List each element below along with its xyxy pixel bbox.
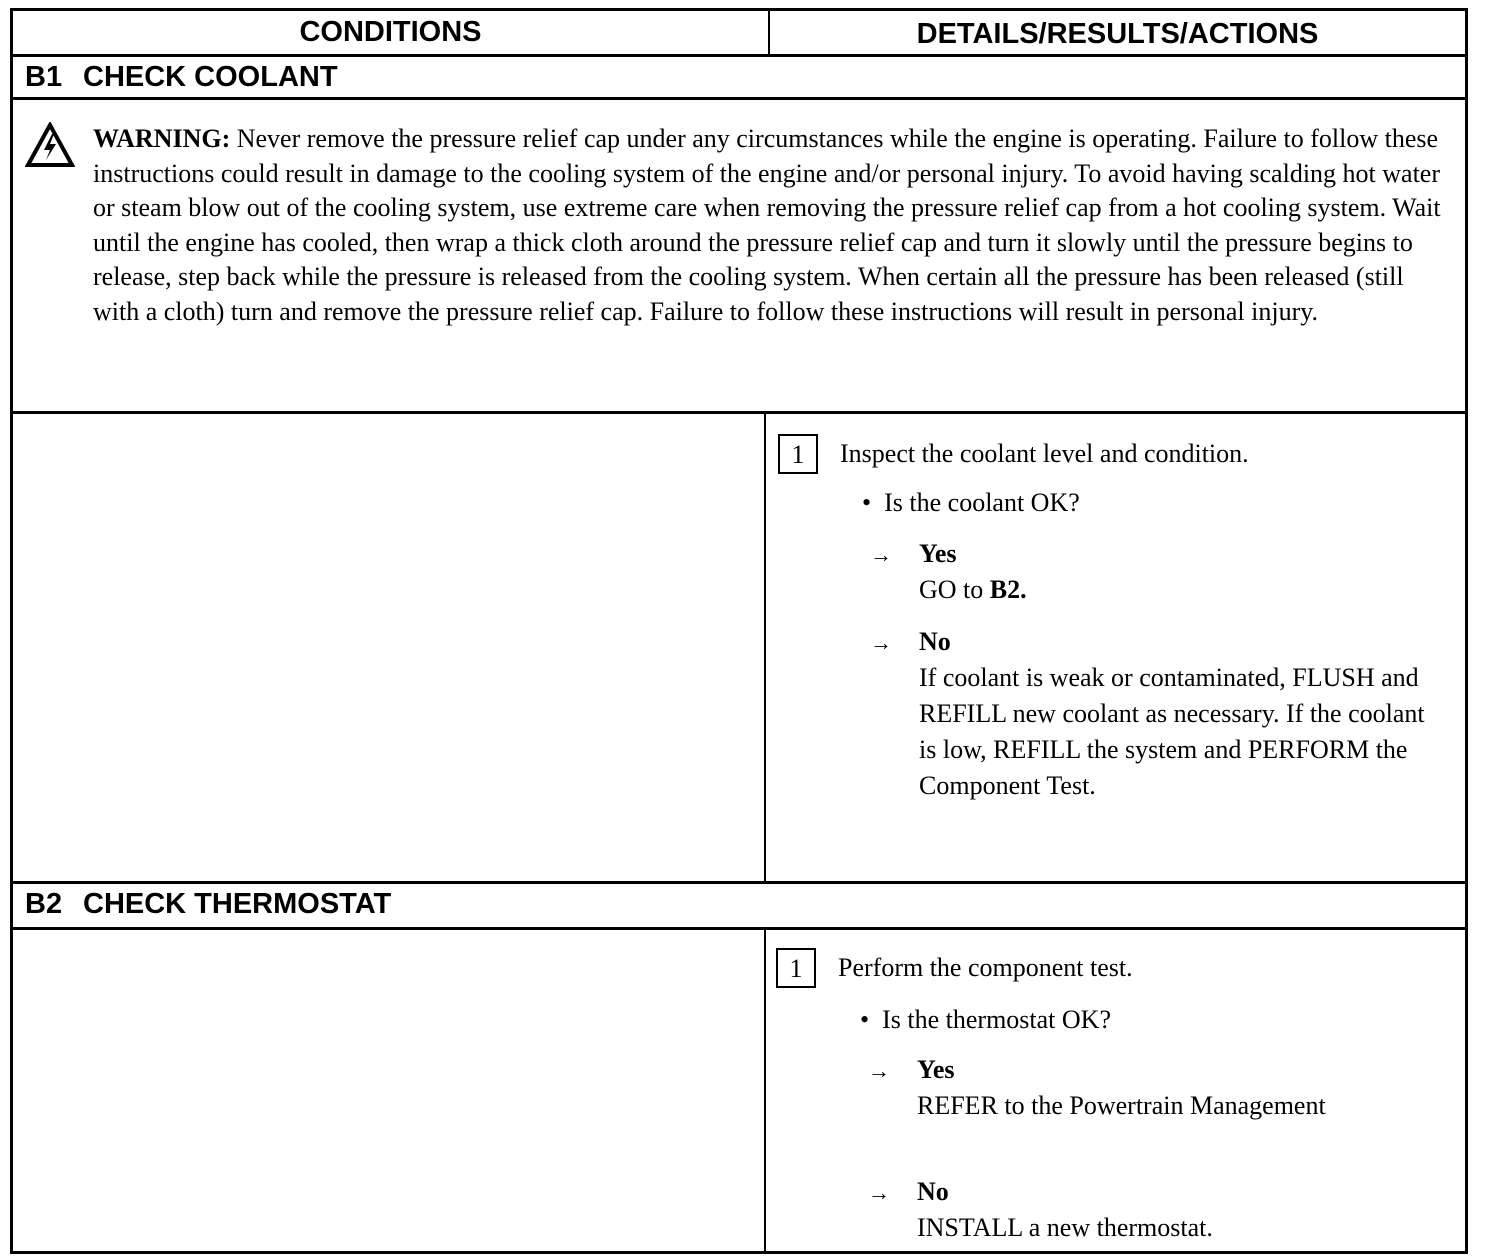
yes-label: Yes bbox=[919, 539, 957, 568]
bullet-icon: • bbox=[862, 488, 872, 517]
no-action: INSTALL a new thermostat. bbox=[917, 1213, 1213, 1242]
yes-answer bbox=[917, 1052, 1457, 1124]
section-heading-b1 bbox=[13, 57, 1465, 100]
yes-label: Yes bbox=[917, 1055, 955, 1084]
warning-triangle-icon bbox=[25, 122, 75, 168]
step-instruction: Perform the component test. bbox=[838, 953, 1133, 982]
step-instruction: Inspect the coolant level and condition. bbox=[840, 439, 1249, 468]
arrow-right-icon: → bbox=[870, 630, 892, 655]
header-details: DETAILS/RESULTS/ACTIONS bbox=[916, 18, 1319, 50]
bullet-icon: • bbox=[860, 1005, 870, 1034]
conditions-cell bbox=[13, 930, 766, 1251]
yes-answer bbox=[919, 536, 1439, 608]
warning-text-block bbox=[93, 122, 1455, 329]
table-header bbox=[13, 11, 1465, 57]
details-cell bbox=[766, 414, 1465, 881]
section-title: CHECK COOLANT bbox=[83, 61, 338, 93]
yes-action-ref: B2. bbox=[989, 575, 1027, 604]
yes-action: GO to bbox=[919, 575, 990, 604]
section-number: B2 bbox=[25, 888, 63, 920]
details-cell bbox=[766, 930, 1465, 1251]
warning-label: WARNING: bbox=[93, 124, 231, 153]
arrow-right-icon: → bbox=[868, 1058, 890, 1083]
question-text: Is the coolant OK? bbox=[884, 488, 1080, 517]
conditions-cell bbox=[13, 414, 766, 881]
no-label: No bbox=[917, 1177, 949, 1206]
step-row-b2 bbox=[13, 930, 1465, 1251]
step-number-box: 1 bbox=[778, 434, 818, 474]
question-text: Is the thermostat OK? bbox=[882, 1005, 1111, 1034]
no-answer bbox=[919, 624, 1439, 804]
question-item bbox=[862, 488, 1080, 518]
header-conditions: CONDITIONS bbox=[13, 11, 770, 54]
question-item bbox=[860, 1005, 1111, 1035]
section-heading-b2 bbox=[13, 884, 1465, 930]
arrow-right-icon: → bbox=[868, 1180, 890, 1205]
arrow-right-icon: → bbox=[870, 542, 892, 567]
yes-action: REFER to the Powertrain Management bbox=[917, 1091, 1326, 1120]
step-row-b1 bbox=[13, 414, 1465, 884]
diagnostic-table bbox=[10, 8, 1468, 1254]
warning-block bbox=[13, 100, 1465, 414]
step-number-box: 1 bbox=[776, 948, 816, 988]
no-action: If coolant is weak or contaminated, FLUSH and REFILL new coolant as necessary. If the coolant is low, REFILL the system and PERFORM the Component Test. bbox=[919, 663, 1425, 800]
no-label: No bbox=[919, 627, 951, 656]
section-title: CHECK THERMOSTAT bbox=[83, 888, 392, 920]
warning-text: Never remove the pressure relief cap under any circumstances while the engine is operating. Failure to follow these instructions could result in damage to the cooling system of the engine and/or personal injury. To avoid having scalding hot water or steam blow out of the cooling system, use extreme care when removing the pressure relief cap from a hot cooling system. Wait until the engine has cooled, then wrap a thick cloth around the pressure relief cap and turn it slowly until the pressure begins to release, step back while the pressure is released from the cooling system. When certain all the pressure has been released (still with a cloth) turn and remove the pressure relief cap. Failure to follow these instructions will result in personal injury. bbox=[93, 124, 1441, 326]
section-number: B1 bbox=[25, 61, 63, 93]
no-answer bbox=[917, 1174, 1457, 1246]
